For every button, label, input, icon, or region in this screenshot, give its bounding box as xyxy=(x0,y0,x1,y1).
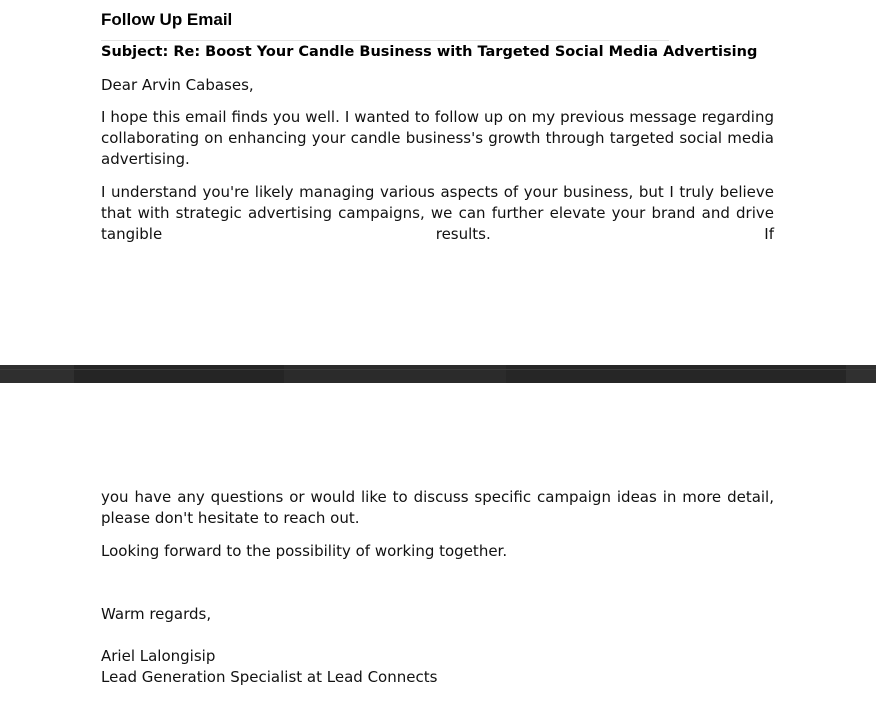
paragraph-2-end: you have any questions or would like to discuss specific campaign ideas in more detail, please don't hesitate to reach out. xyxy=(101,488,774,527)
page-break-segment xyxy=(284,365,506,383)
email-subject: Subject: Re: Boost Your Candle Business with Targeted Social Media Advertising xyxy=(101,44,758,60)
closing-line: Looking forward to the possibility of working together. xyxy=(101,542,508,560)
sender-title: Lead Generation Specialist at Lead Connects xyxy=(101,668,438,686)
document-title: Follow Up Email xyxy=(101,10,233,29)
page-break-segment xyxy=(846,365,876,383)
sign-off: Warm regards, xyxy=(101,605,212,623)
page-break-segment xyxy=(0,365,74,383)
email-body-bottom xyxy=(101,487,774,688)
greeting: Dear Arvin Cabases, xyxy=(101,76,254,94)
page-break-line xyxy=(0,369,876,370)
sender-name: Ariel Lalongisip xyxy=(101,647,216,665)
page-break-segment xyxy=(74,365,284,383)
page-break-bar xyxy=(0,365,876,383)
page-break-segment xyxy=(506,365,846,383)
paragraph-2-start: I understand you're likely managing various aspects of your business, but I truly believe that with strategic advertising campaigns, we can further elevate your brand and drive tangible results. If xyxy=(101,183,774,243)
email-body-top xyxy=(101,75,774,245)
paragraph-1: I hope this email finds you well. I wanted to follow up on my previous message regarding collaborating on enhancing your candle business's growth through targeted social media advertising. xyxy=(101,108,774,168)
